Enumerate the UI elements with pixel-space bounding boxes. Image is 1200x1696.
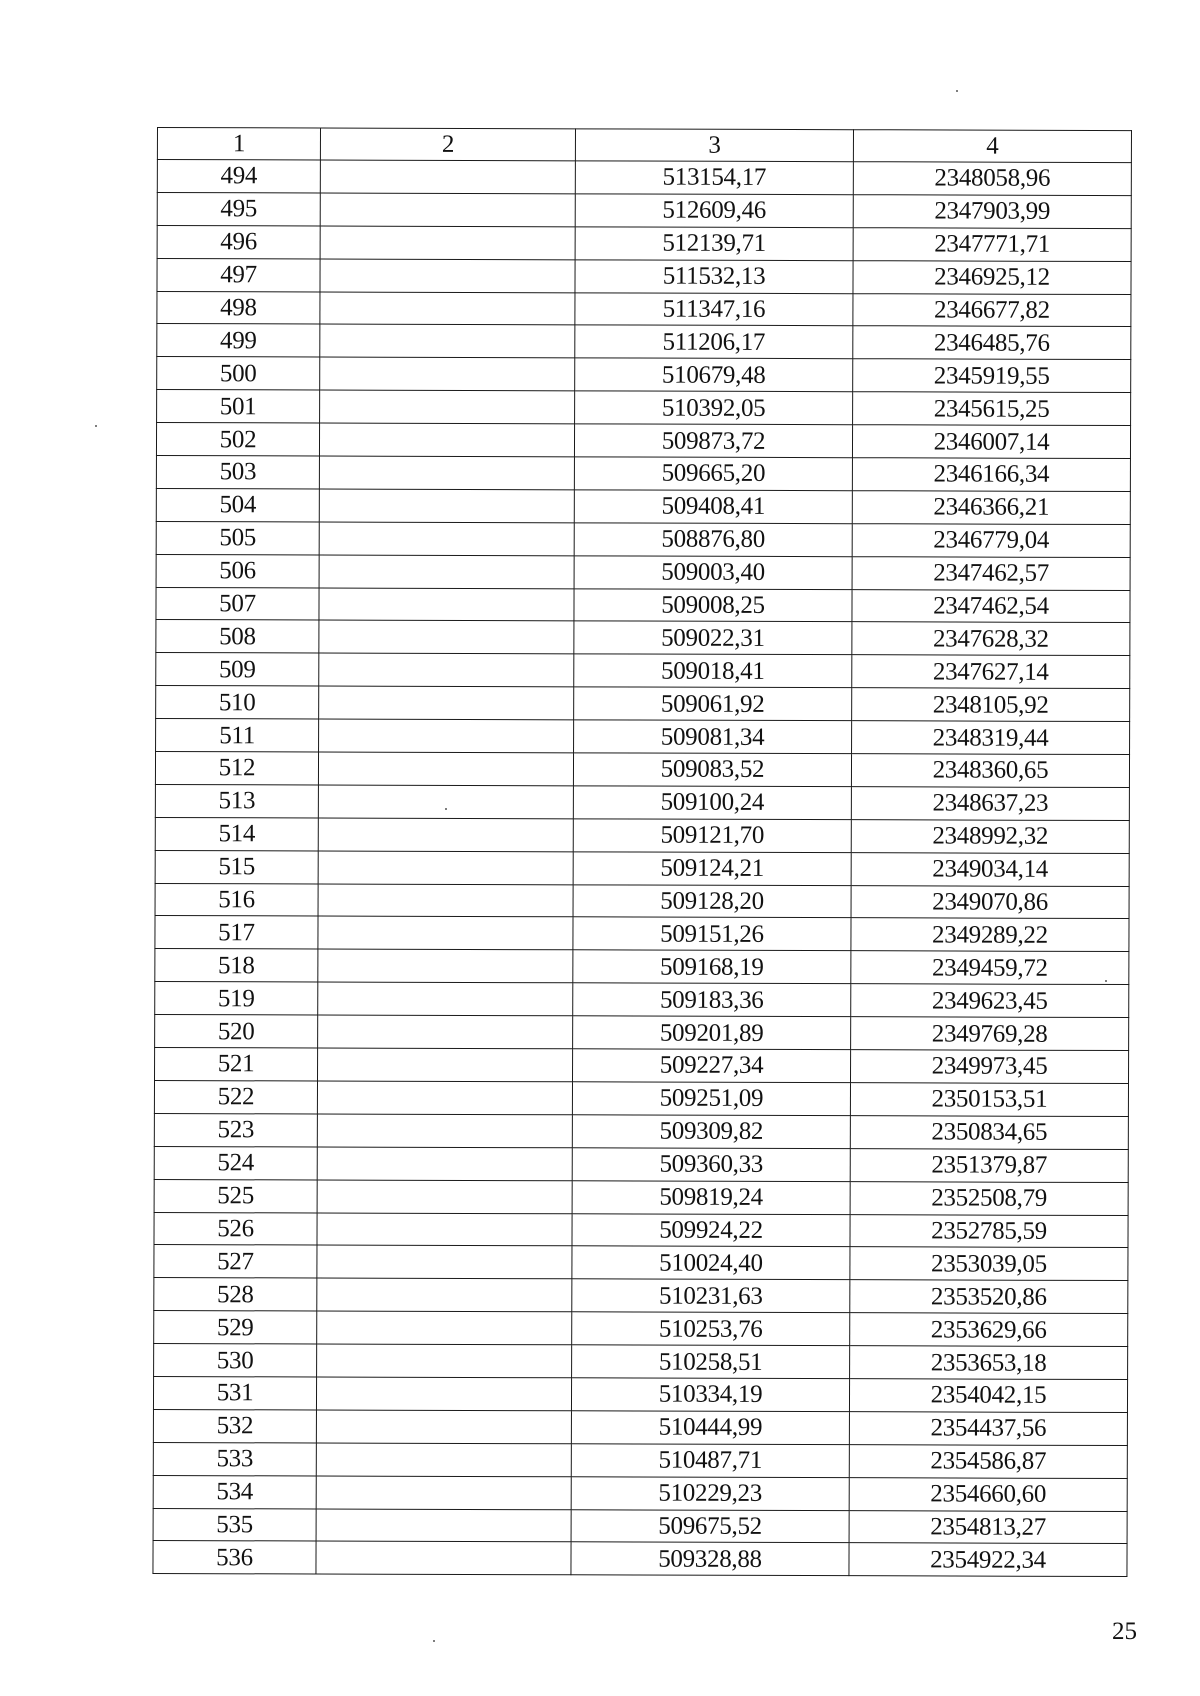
coordinate-x-cell: 509128,20 [573, 884, 851, 918]
table-row [156, 686, 1130, 722]
description-cell [319, 423, 574, 457]
column-header-4: 4 [853, 130, 1131, 163]
coordinate-y-cell: 2346779,04 [852, 523, 1130, 557]
description-cell [318, 1015, 573, 1049]
coordinate-y-cell: 2348058,96 [853, 162, 1131, 196]
point-number-cell: 505 [156, 521, 319, 554]
coordinate-x-cell: 509083,52 [573, 753, 851, 787]
coordinate-y-cell: 2354586,87 [849, 1444, 1127, 1478]
table-row [157, 291, 1131, 327]
coordinate-x-cell: 509924,22 [572, 1213, 850, 1247]
description-cell [317, 1081, 572, 1115]
coordinate-y-cell: 2354922,34 [849, 1543, 1127, 1577]
point-number-cell: 517 [155, 916, 318, 949]
description-cell [319, 456, 574, 490]
coordinate-x-cell: 510253,76 [572, 1312, 850, 1346]
point-number-cell: 513 [155, 784, 318, 817]
table-row [153, 1376, 1127, 1412]
coordinate-x-cell: 509018,41 [574, 654, 852, 688]
point-number-cell: 500 [157, 357, 320, 390]
point-number-cell: 503 [156, 456, 319, 489]
coordinate-y-cell: 2346925,12 [853, 260, 1131, 294]
coordinate-x-cell: 510444,99 [571, 1411, 849, 1445]
table-row [155, 982, 1129, 1018]
coordinate-y-cell: 2347771,71 [853, 227, 1131, 261]
point-number-cell: 531 [153, 1376, 316, 1409]
coordinate-x-cell: 509100,24 [573, 786, 851, 820]
table-row [156, 521, 1130, 557]
table-row [155, 784, 1129, 820]
coordinate-y-cell: 2347628,32 [852, 622, 1130, 656]
description-cell [320, 357, 575, 391]
coordinate-y-cell: 2348105,92 [852, 688, 1130, 722]
description-cell [320, 193, 575, 227]
point-number-cell: 506 [156, 554, 319, 587]
description-cell [318, 851, 573, 885]
coordinate-y-cell: 2350834,65 [850, 1116, 1128, 1150]
table-row [157, 357, 1131, 393]
table-row [154, 1311, 1128, 1347]
coordinate-y-cell: 2353520,86 [850, 1280, 1128, 1314]
table-row [156, 719, 1130, 755]
point-number-cell: 515 [155, 850, 318, 883]
coordinates-table [152, 127, 1132, 1577]
description-cell [317, 1311, 572, 1345]
table-row [154, 1179, 1128, 1215]
coordinate-x-cell: 509873,72 [574, 424, 852, 458]
point-number-cell: 499 [157, 324, 320, 357]
description-cell [316, 1377, 571, 1411]
coordinate-y-cell: 2346007,14 [852, 425, 1130, 459]
table-row [157, 192, 1131, 228]
coordinate-x-cell: 509819,24 [572, 1180, 850, 1214]
point-number-cell: 495 [157, 192, 320, 225]
point-number-cell: 494 [157, 160, 320, 193]
coordinate-x-cell: 509081,34 [574, 720, 852, 754]
point-number-cell: 520 [155, 1015, 318, 1048]
table-row [156, 653, 1130, 689]
coordinate-x-cell: 509251,09 [572, 1082, 850, 1116]
point-number-cell: 523 [154, 1113, 317, 1146]
coordinate-y-cell: 2348992,32 [851, 819, 1129, 853]
coordinate-x-cell: 510024,40 [572, 1246, 850, 1280]
coordinate-y-cell: 2349070,86 [851, 885, 1129, 919]
point-number-cell: 516 [155, 883, 318, 916]
description-cell [319, 555, 574, 589]
coordinate-x-cell: 508876,80 [574, 523, 852, 557]
table-row [155, 949, 1129, 985]
coordinate-x-cell: 509124,21 [573, 852, 851, 886]
table-row [153, 1541, 1127, 1577]
description-cell [319, 489, 574, 523]
coordinate-y-cell: 2349289,22 [851, 918, 1129, 952]
table-row [154, 1212, 1128, 1248]
description-cell [317, 1147, 572, 1181]
column-header-2: 2 [320, 128, 575, 161]
coordinate-x-cell: 510258,51 [572, 1345, 850, 1379]
table-row [154, 1344, 1128, 1380]
coordinate-y-cell: 2345615,25 [853, 392, 1131, 426]
point-number-cell: 525 [154, 1179, 317, 1212]
point-number-cell: 533 [153, 1442, 316, 1475]
point-number-cell: 521 [155, 1048, 318, 1081]
description-cell [317, 1344, 572, 1378]
coordinate-x-cell: 511532,13 [575, 259, 853, 293]
coordinate-y-cell: 2351379,87 [850, 1148, 1128, 1182]
description-cell [319, 719, 574, 753]
coordinate-x-cell: 510231,63 [572, 1279, 850, 1313]
point-number-cell: 498 [157, 291, 320, 324]
coordinate-x-cell: 510487,71 [571, 1444, 849, 1478]
coordinate-x-cell: 509201,89 [573, 1016, 851, 1050]
column-header-3: 3 [575, 129, 853, 162]
point-number-cell: 510 [156, 686, 319, 719]
table-row [154, 1080, 1128, 1116]
description-cell [319, 686, 574, 720]
description-cell [318, 785, 573, 819]
description-cell [319, 588, 574, 622]
description-cell [320, 160, 575, 194]
description-cell [318, 916, 573, 950]
coordinate-x-cell: 509121,70 [573, 819, 851, 853]
coordinate-x-cell: 509309,82 [572, 1115, 850, 1149]
coordinate-y-cell: 2346166,34 [852, 458, 1130, 492]
point-number-cell: 526 [154, 1212, 317, 1245]
table-header [157, 128, 1131, 163]
coordinate-y-cell: 2353653,18 [850, 1346, 1128, 1380]
table-row [153, 1442, 1127, 1478]
table-row [155, 850, 1129, 886]
table-row [156, 620, 1130, 656]
point-number-cell: 519 [155, 982, 318, 1015]
table-row [156, 587, 1130, 623]
coordinate-x-cell: 509665,20 [574, 457, 852, 491]
point-number-cell: 497 [157, 258, 320, 291]
coordinate-x-cell: 510392,05 [575, 391, 853, 425]
coordinate-y-cell: 2353039,05 [850, 1247, 1128, 1281]
coordinate-x-cell: 511206,17 [575, 325, 853, 359]
scan-speck [956, 90, 958, 92]
scan-speck [445, 808, 447, 810]
coordinate-y-cell: 2347462,57 [852, 556, 1130, 590]
table-row [154, 1146, 1128, 1182]
description-cell [317, 1213, 572, 1247]
point-number-cell: 534 [153, 1475, 316, 1508]
coordinate-y-cell: 2348319,44 [852, 721, 1130, 755]
point-number-cell: 507 [156, 587, 319, 620]
description-cell [319, 653, 574, 687]
table-row [157, 258, 1131, 294]
description-cell [320, 292, 575, 326]
table-body [153, 160, 1131, 1577]
description-cell [318, 949, 573, 983]
coordinate-y-cell: 2349769,28 [851, 1017, 1129, 1051]
description-cell [318, 818, 573, 852]
point-number-cell: 522 [154, 1080, 317, 1113]
table-row [155, 883, 1129, 919]
coordinate-y-cell: 2346366,21 [852, 491, 1130, 525]
coordinate-y-cell: 2347903,99 [853, 195, 1131, 229]
coordinate-x-cell: 509227,34 [573, 1049, 851, 1083]
point-number-cell: 508 [156, 620, 319, 653]
coordinate-x-cell: 509151,26 [573, 917, 851, 951]
description-cell [320, 324, 575, 358]
coordinate-x-cell: 509360,33 [572, 1148, 850, 1182]
table-row [157, 160, 1131, 196]
scan-speck [433, 1640, 435, 1642]
point-number-cell: 536 [153, 1541, 316, 1574]
description-cell [319, 522, 574, 556]
coordinate-y-cell: 2354042,15 [849, 1379, 1127, 1413]
coordinate-x-cell: 513154,17 [575, 161, 853, 195]
coordinate-x-cell: 509022,31 [574, 621, 852, 655]
description-cell [317, 1245, 572, 1279]
table-row [154, 1245, 1128, 1281]
coordinate-y-cell: 2352785,59 [850, 1214, 1128, 1248]
point-number-cell: 502 [156, 423, 319, 456]
table-row [156, 488, 1130, 524]
scan-speck [1105, 980, 1107, 982]
description-cell [316, 1509, 571, 1543]
point-number-cell: 511 [156, 719, 319, 752]
table-row [155, 1015, 1129, 1051]
table-row [155, 1048, 1129, 1084]
description-cell [318, 1048, 573, 1082]
point-number-cell: 501 [157, 390, 320, 423]
table-row [156, 554, 1130, 590]
table-row [156, 423, 1130, 459]
coordinate-y-cell: 2345919,55 [853, 359, 1131, 393]
header-row [157, 128, 1131, 163]
coordinate-x-cell: 511347,16 [575, 292, 853, 326]
coordinate-y-cell: 2350153,51 [850, 1083, 1128, 1117]
coordinate-y-cell: 2349034,14 [851, 852, 1129, 886]
point-number-cell: 527 [154, 1245, 317, 1278]
description-cell [320, 226, 575, 260]
coordinate-y-cell: 2353629,66 [850, 1313, 1128, 1347]
coordinate-x-cell: 509008,25 [574, 588, 852, 622]
point-number-cell: 512 [155, 752, 318, 785]
coordinate-x-cell: 509183,36 [573, 983, 851, 1017]
coordinate-y-cell: 2347462,54 [852, 589, 1130, 623]
point-number-cell: 518 [155, 949, 318, 982]
point-number-cell: 509 [156, 653, 319, 686]
table-row [156, 456, 1130, 492]
coordinate-y-cell: 2349973,45 [851, 1050, 1129, 1084]
coordinate-x-cell: 509168,19 [573, 950, 851, 984]
coordinate-y-cell: 2354813,27 [849, 1510, 1127, 1544]
description-cell [318, 884, 573, 918]
point-number-cell: 514 [155, 817, 318, 850]
coordinate-y-cell: 2349459,72 [851, 951, 1129, 985]
description-cell [320, 259, 575, 293]
scan-speck [95, 425, 97, 427]
point-number-cell: 529 [154, 1311, 317, 1344]
description-cell [317, 1180, 572, 1214]
table-row [155, 916, 1129, 952]
coordinate-x-cell: 510679,48 [575, 358, 853, 392]
coordinate-x-cell: 512609,46 [575, 194, 853, 228]
point-number-cell: 524 [154, 1146, 317, 1179]
coordinate-y-cell: 2348637,23 [851, 787, 1129, 821]
page-number: 25 [1112, 1618, 1137, 1645]
description-cell [317, 1278, 572, 1312]
table-row [153, 1508, 1127, 1544]
table-row [157, 390, 1131, 426]
coordinate-y-cell: 2348360,65 [851, 754, 1129, 788]
coordinate-x-cell: 509408,41 [574, 490, 852, 524]
point-number-cell: 504 [156, 488, 319, 521]
table-row [154, 1113, 1128, 1149]
description-cell [318, 752, 573, 786]
point-number-cell: 532 [153, 1409, 316, 1442]
coordinate-x-cell: 510229,23 [571, 1476, 849, 1510]
description-cell [316, 1443, 571, 1477]
description-cell [319, 620, 574, 654]
coordinate-x-cell: 510334,19 [571, 1378, 849, 1412]
coordinate-y-cell: 2354437,56 [849, 1412, 1127, 1446]
coordinate-y-cell: 2346677,82 [853, 293, 1131, 327]
table-row [157, 225, 1131, 261]
description-cell [316, 1410, 571, 1444]
table-row [155, 752, 1129, 788]
description-cell [318, 982, 573, 1016]
description-cell [316, 1476, 571, 1510]
coordinate-y-cell: 2347627,14 [852, 655, 1130, 689]
table-row [154, 1278, 1128, 1314]
table-row [153, 1475, 1127, 1511]
coordinate-y-cell: 2349623,45 [851, 984, 1129, 1018]
table-row [155, 817, 1129, 853]
description-cell [320, 390, 575, 424]
coordinate-y-cell: 2352508,79 [850, 1181, 1128, 1215]
table-row [157, 324, 1131, 360]
point-number-cell: 535 [153, 1508, 316, 1541]
coordinate-x-cell: 509003,40 [574, 556, 852, 590]
point-number-cell: 528 [154, 1278, 317, 1311]
column-header-1: 1 [157, 128, 320, 161]
point-number-cell: 530 [154, 1344, 317, 1377]
coordinate-x-cell: 509061,92 [574, 687, 852, 721]
coordinate-y-cell: 2346485,76 [853, 326, 1131, 360]
description-cell [317, 1114, 572, 1148]
coordinate-x-cell: 509328,88 [571, 1542, 849, 1576]
coordinate-x-cell: 509675,52 [571, 1509, 849, 1543]
table-row [153, 1409, 1127, 1445]
description-cell [316, 1541, 571, 1575]
coordinate-y-cell: 2354660,60 [849, 1477, 1127, 1511]
point-number-cell: 496 [157, 225, 320, 258]
coordinate-x-cell: 512139,71 [575, 227, 853, 261]
